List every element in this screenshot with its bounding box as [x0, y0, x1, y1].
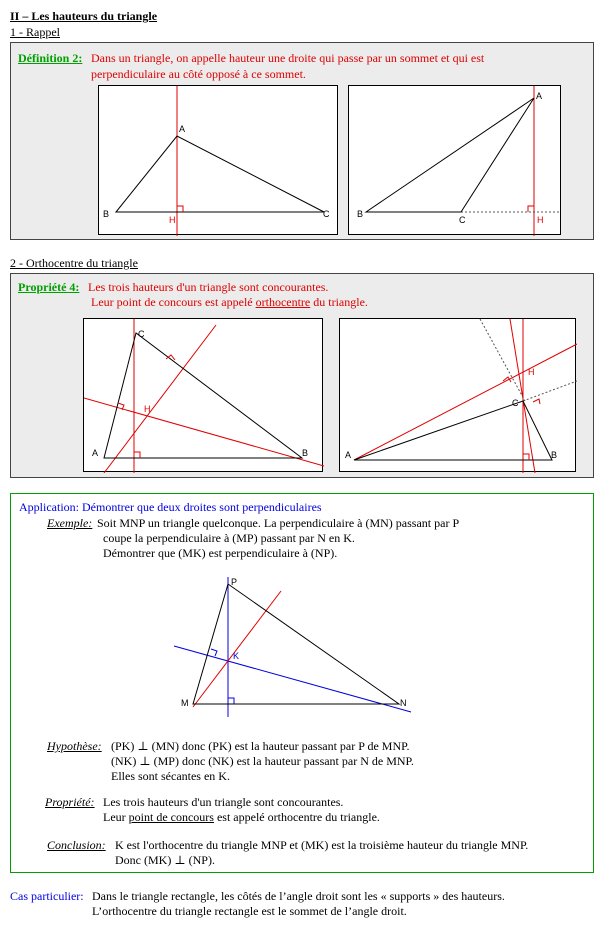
application-title: Application: Démontrer que deux droites sont perpendiculaires [19, 500, 322, 514]
ortho-title: 2 - Orthocentre du triangle [10, 256, 138, 270]
extended-side-bc [523, 381, 577, 401]
definition-line1: Dans un triangle, on appelle hauteur une droite qui passe par un sommet et qui est [91, 51, 485, 65]
right-angle-mark [228, 698, 234, 704]
triangle-abc [366, 98, 534, 212]
definition-label: Définition 2: [18, 51, 83, 65]
figure-orthocentre-inside [83, 318, 323, 472]
hyp-line2: (NK) ⊥ (MP) donc (NK) est la hauteur passant par N de MNP. [111, 754, 414, 768]
concl-line2: Donc (MK) ⊥ (NP). [115, 853, 215, 867]
prop-line2: Leur point de concours est appelé orthocentre du triangle. [103, 810, 380, 824]
figure-acute-triangle [98, 85, 338, 235]
right-angle-mark [177, 206, 183, 212]
figure-mnp [171, 569, 421, 719]
exemple-line3: Démontrer que (MK) est perpendiculaire à (NP). [103, 546, 338, 560]
rappel-title: 1 - Rappel [10, 25, 60, 39]
vertex-b-label: B [551, 450, 558, 460]
cas-line1: Dans le triangle rectangle, les côtés de l’angle droit sont les « supports » des hauteurs. [92, 889, 505, 903]
vertex-a-label: A [92, 448, 99, 458]
vertex-c-label: C [323, 209, 330, 219]
triangle-mnp [193, 584, 399, 704]
definition-line2: perpendiculaire au côté opposé à ce sommet. [91, 67, 306, 81]
conclusion-label: Conclusion: [47, 838, 106, 852]
vertex-c-label: C [138, 329, 145, 339]
orthocentre-h-label: H [144, 404, 151, 414]
figure-orthocentre-outside [339, 318, 576, 472]
hyp-line3: Elles sont sécantes en K. [111, 769, 230, 783]
propriete4-box [10, 273, 594, 478]
figure-obtuse-triangle [348, 85, 561, 235]
exemple-line1: Soit MNP un triangle quelconque. La perpendiculaire à (MN) passant par P [97, 516, 460, 530]
foot-h-label: H [537, 215, 544, 225]
hyp-line1: (PK) ⊥ (MN) donc (PK) est la hauteur passant par P de MNP. [111, 739, 410, 753]
vertex-c-label: C [459, 215, 466, 225]
propriete4-label: Propriété 4: [18, 280, 80, 294]
exemple-label: Exemple: [47, 516, 93, 530]
height-nk-line [174, 646, 411, 712]
vertex-a-label: A [179, 124, 186, 134]
hypothese-label: Hypothèse: [47, 739, 102, 753]
right-angle-mark [503, 377, 511, 382]
vertex-n-label: N [400, 698, 407, 708]
extended-side-ac [480, 319, 525, 401]
propriete4-line1: Les trois hauteurs d'un triangle sont concourantes. [88, 280, 329, 294]
vertex-m-label: M [181, 698, 189, 708]
line-mk [193, 591, 281, 707]
right-angle-mark [523, 454, 529, 460]
vertex-c-label: C [512, 398, 519, 408]
orthocentre-h-label: H [528, 367, 535, 377]
foot-h-label: H [169, 215, 176, 225]
concl-line1: K est l'orthocentre du triangle MNP et (MK) est la troisième hauteur du triangle MNP. [115, 838, 529, 852]
triangle-abc [116, 136, 324, 212]
point-k-label: K [233, 651, 240, 661]
vertex-b-label: B [357, 209, 364, 219]
vertex-b-label: B [302, 448, 309, 458]
vertex-p-label: P [231, 577, 238, 587]
right-angle-mark [528, 206, 534, 212]
application-box [10, 493, 594, 873]
vertex-b-label: B [103, 209, 110, 219]
right-angle-mark [134, 452, 140, 458]
section-title: II – Les hauteurs du triangle [10, 9, 158, 23]
altitude-from-a [104, 325, 216, 473]
triangle-abc [354, 401, 552, 460]
cas-line2: L’orthocentre du triangle rectangle est le sommet de l’angle droit. [92, 904, 407, 918]
altitude-from-b [84, 398, 324, 466]
vertex-a-label: A [536, 91, 543, 101]
right-angle-mark [211, 649, 217, 656]
right-angle-mark [533, 399, 540, 404]
cas-label: Cas particulier: [10, 889, 84, 903]
vertex-a-label: A [345, 450, 352, 460]
exemple-line2: coupe la perpendiculaire à (MP) passant par N en K. [103, 531, 355, 545]
prop-line1: Les trois hauteurs d'un triangle sont concourantes. [103, 795, 344, 809]
definition-box [10, 42, 594, 240]
propriete4-line2: Leur point de concours est appelé orthocentre du triangle. [91, 295, 368, 309]
propriete-label: Propriété: [45, 795, 95, 809]
